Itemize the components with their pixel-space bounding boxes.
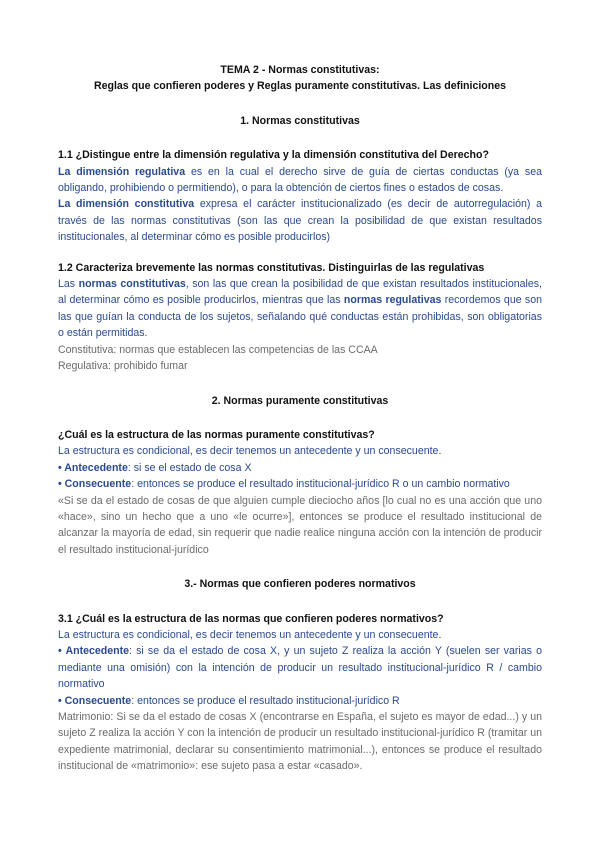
answer-3-1-intro: La estructura es condicional, es decir tenemos un antecedente y un consecuente. (58, 628, 442, 641)
question-3-1: 3.1 ¿Cuál es la estructura de las normas que confieren poderes normativos? (58, 612, 444, 625)
question-1-2: 1.2 Caracteriza brevemente las normas constitutivas. Distinguirlas de las regulativas (58, 261, 485, 274)
keyword-normas-constitutivas: normas constitutivas (78, 278, 186, 291)
section-2-heading: 2. Normas puramente constitutivas (211, 394, 389, 407)
section-1-heading: 1. Normas constitutivas (240, 114, 360, 127)
keyword-dimension-regulativa: La dimensión regulativa (58, 165, 186, 178)
bullet-consecuente (58, 476, 542, 492)
answer-text: recordemos que son las que guían la conducta de los sujetos, señalando qué conductas están prohibidas, son obligatorias o están permitidas. (58, 294, 542, 340)
section-3-heading: 3.- Normas que confieren poderes normativos (184, 578, 416, 591)
document-subtitle: Reglas que confieren poderes y Reglas puramente constitutivas. Las definiciones (93, 80, 507, 93)
answer-1-1-constitutiva (58, 196, 542, 245)
bullet-antecedente (58, 643, 542, 692)
answer-text: expresa el carácter institucionalizado (es decir de autorregulación) a través de las normas constitutivas (son las que crean la posibilidad de que existan resultados institucionales, al determinar cómo es posible producirlos) (58, 198, 542, 244)
question-1-1: 1.1 ¿Distingue entre la dimensión regulativa y la dimensión constitutiva del Derecho? (58, 149, 489, 162)
bullet-label: • Antecedente (58, 461, 128, 474)
example-mayoria-edad: «Si se da el estado de cosas de que alguien cumple dieciocho años [lo cual no es una acción que uno «hace», sino un hecho que a uno «le ocurre»], entonces se produce el resultado institucional de alcanzar la mayoría de edad, sin requerir que nadie realice ninguna acción con la intención de producir el resultado institucional-jurídico (58, 494, 542, 556)
question-2: ¿Cuál es la estructura de las normas puramente constitutivas? (58, 428, 375, 441)
bullet-antecedente (58, 460, 542, 476)
bullet-label: • Antecedente (58, 645, 130, 658)
bullet-text: : si se da el estado de cosa X, y un sujeto Z realiza la acción Y (suelen ser varias o mediante una omisión) con la intención de producir un resultado institucional-jurídico R / cambio normativo (58, 645, 542, 691)
answer-text: , son las que crean la posibilidad de que existan resultados institucionales, al determinar cómo es posible producirlos, mientras que las (58, 278, 542, 307)
answer-text: es en la cual el derecho sirve de guía de ciertas conductas (ya sea obligando, prohibiendo o permitiendo), o para la obtención de ciertos fines o estados de cosas. (58, 165, 542, 195)
keyword-dimension-constitutiva: La dimensión constitutiva (58, 198, 195, 211)
bullet-text: : si se el estado de cosa X (127, 461, 252, 474)
answer-2-intro: La estructura es condicional, es decir tenemos un antecedente y un consecuente. (58, 445, 442, 458)
bullet-label: • Consecuente (58, 694, 132, 707)
example-matrimonio: Matrimonio: Si se da el estado de cosas X (encontrarse en España, el sujeto es mayor de edad...) y un sujeto Z realiza la acción Y con la intención de producir un resultado institucional-jurídico R (tramitar un expediente matrimonial, declarar su consentimiento matrimonial...), entonces se produce el resultado institucional de «matrimonio»: ese sujeto pasa a estar «casado». (58, 711, 542, 773)
keyword-normas-regulativas: normas regulativas (343, 294, 442, 307)
answer-1-2 (58, 276, 542, 342)
example-regulativa: Regulativa: prohibido fumar (58, 360, 188, 373)
document-title: TEMA 2 - Normas constitutivas: (220, 64, 380, 76)
bullet-text: : entonces se produce el resultado institucional-jurídico R o un cambio normativo (131, 478, 510, 491)
answer-1-1-regulativa (58, 164, 542, 197)
bullet-text: : entonces se produce el resultado institucional-jurídico R (131, 694, 400, 707)
bullet-label: • Consecuente (58, 478, 132, 491)
bullet-consecuente (58, 693, 542, 709)
example-constitutiva: Constitutiva: normas que establecen las competencias de las CCAA (58, 343, 378, 356)
answer-text: Las (58, 278, 79, 291)
